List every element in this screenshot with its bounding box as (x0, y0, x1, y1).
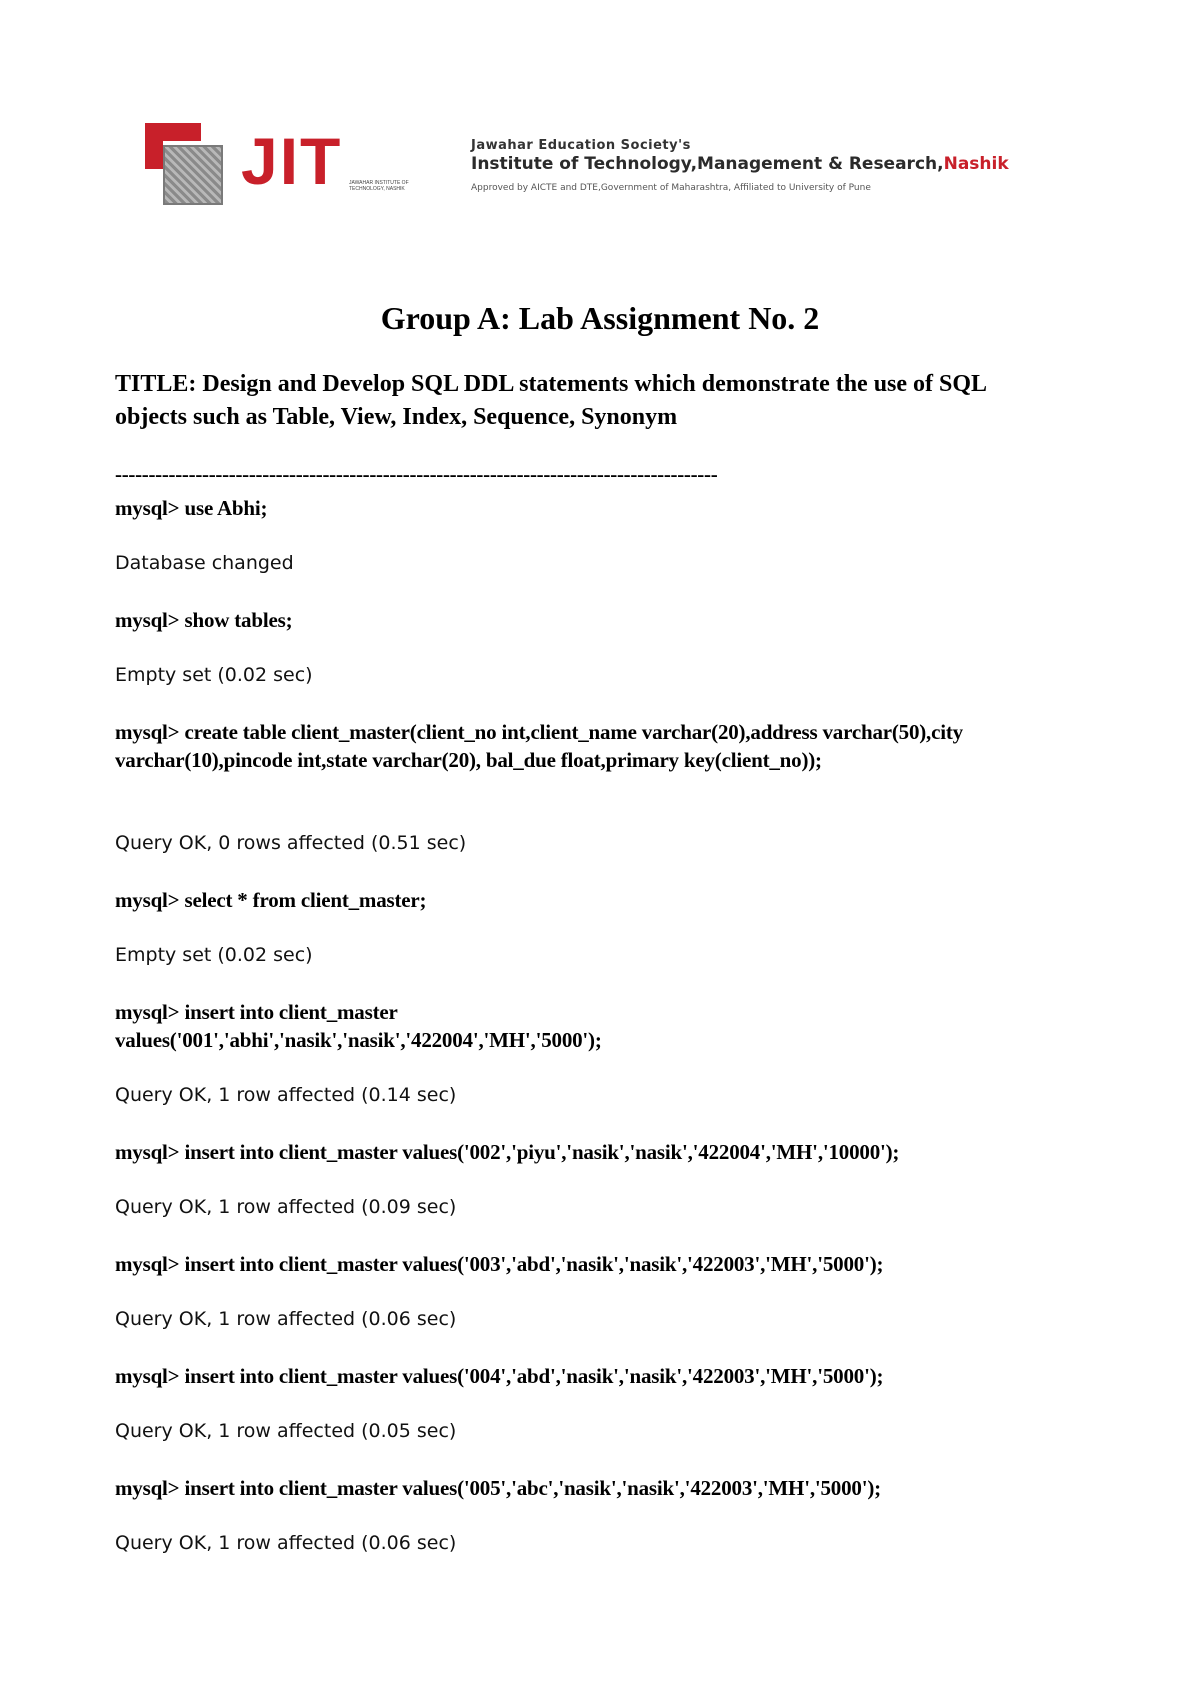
sql-command: mysql> select * from client_master; (115, 888, 427, 912)
assignment-title: TITLE: Design and Develop SQL DDL statements which demonstrate the use of SQL objects such as Table, View, Index, Sequence, Synonym (115, 371, 986, 430)
sql-output: Query OK, 0 rows affected (0.51 sec) (115, 832, 467, 854)
sql-output: Query OK, 1 row affected (0.06 sec) (115, 1308, 457, 1330)
sql-command: mysql> show tables; (115, 608, 293, 632)
institute-city: Nashik (943, 154, 1009, 174)
society-name: Jawahar Education Society's (471, 138, 691, 153)
sql-output: Query OK, 1 row affected (0.06 sec) (115, 1532, 457, 1554)
logo-subtext: JAWAHAR INSTITUTE OF TECHNOLOGY, NASHIK (349, 180, 409, 192)
institute-header (145, 118, 1085, 213)
institute-info (471, 138, 1009, 193)
sql-output: Query OK, 1 row affected (0.09 sec) (115, 1196, 457, 1218)
logo-text: JIT (241, 124, 343, 198)
sql-output: Query OK, 1 row affected (0.05 sec) (115, 1420, 457, 1442)
divider: ------------------------------------------------------------------------------------------ (115, 462, 718, 486)
sql-output: Query OK, 1 row affected (0.14 sec) (115, 1084, 457, 1106)
jit-logo-icon (145, 123, 230, 203)
sql-command: mysql> insert into client_master values('001','abhi','nasik','nasik','422004','MH','5000'); (115, 1000, 602, 1052)
approval-note: Approved by AICTE and DTE,Government of Maharashtra, Affiliated to University of Pune (471, 183, 871, 193)
sql-output: Database changed (115, 552, 294, 574)
sql-command: mysql> insert into client_master values('004','abd','nasik','nasik','422003','MH','5000'); (115, 1364, 884, 1388)
sql-command: mysql> insert into client_master values('003','abd','nasik','nasik','422003','MH','5000'); (115, 1252, 884, 1276)
sql-command: mysql> insert into client_master values('005','abc','nasik','nasik','422003','MH','5000'); (115, 1476, 881, 1500)
sql-command: mysql> create table client_master(client_no int,client_name varchar(20),address varchar(50),city varchar(10),pincode int,state varchar(20), bal_due float,primary key(client_no)); (115, 720, 963, 772)
institute-name-text: Institute of Technology,Management & Research, (471, 154, 944, 174)
page-title: Group A: Lab Assignment No. 2 (380, 300, 820, 336)
sql-command: mysql> insert into client_master values('002','piyu','nasik','nasik','422004','MH','10000'); (115, 1140, 900, 1164)
sql-command: mysql> use Abhi; (115, 496, 268, 520)
sql-output: Empty set (0.02 sec) (115, 664, 313, 686)
sql-output: Empty set (0.02 sec) (115, 944, 313, 966)
institute-name (471, 154, 1009, 174)
